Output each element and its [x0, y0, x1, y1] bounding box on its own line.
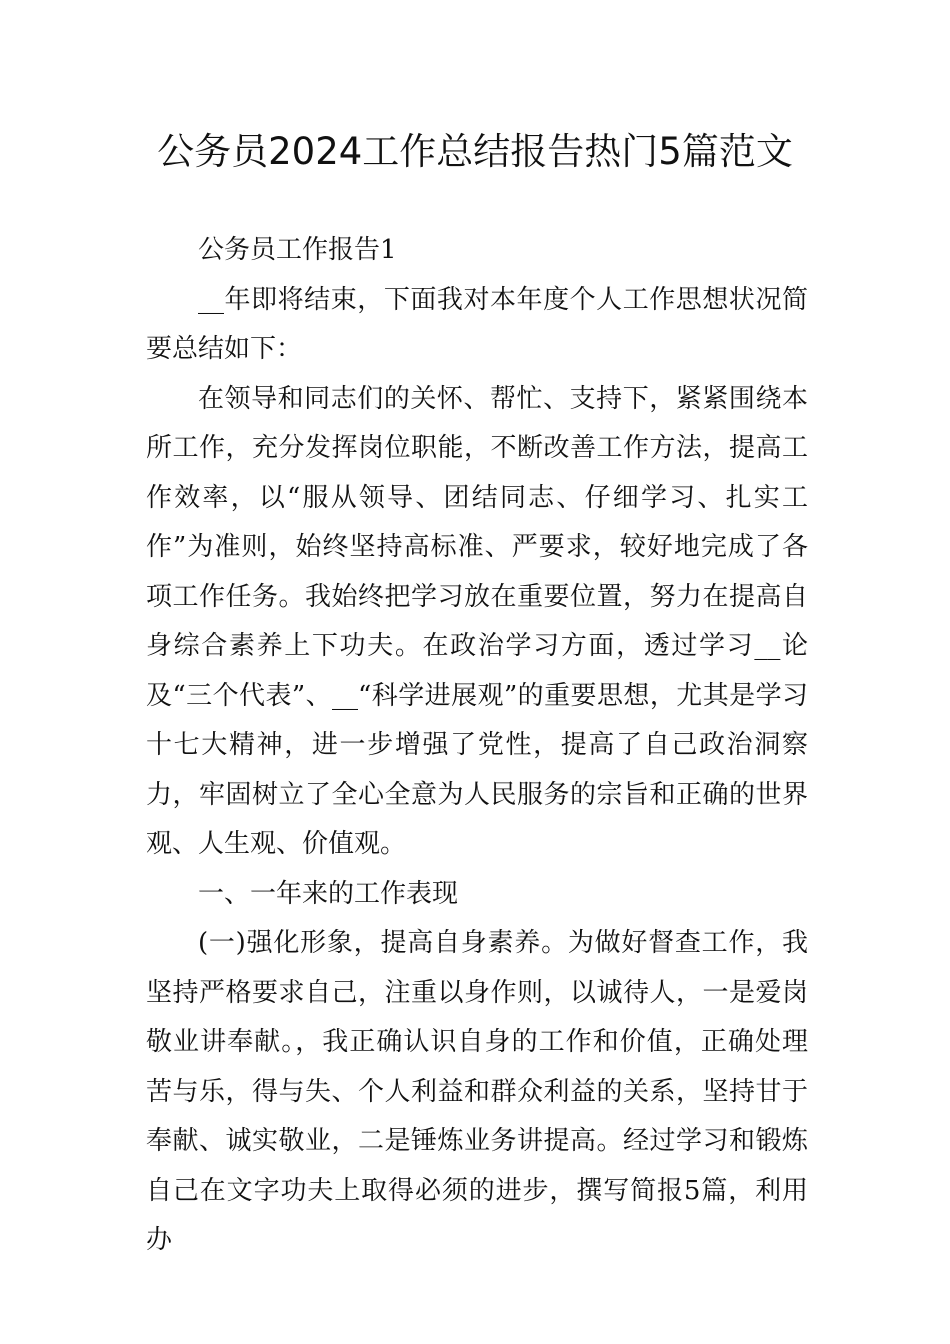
document-body	[146, 226, 808, 1266]
document-title: 公务员2024工作总结报告热门5篇范文	[157, 130, 793, 173]
intro-paragraph: __年即将结束，下面我对本年度个人工作思想状况简要总结如下：	[146, 284, 808, 364]
body-paragraph: (一)强化形象，提高自身素养。为做好督查工作，我坚持严格要求自己，注重以身作则，以诚待人，一是爱岗敬业讲奉献。，我正确认识自身的工作和价值，正确处理苦与乐，得与失、个人利益和群众利益的关系，坚持甘于奉献、诚实敬业，二是锤炼业务讲提高。经过学习和锻炼自己在文字功夫上取得必须的进步，撰写简报5篇，利用办	[146, 928, 808, 1255]
section-heading-work-performance: 一、一年来的工作表现	[198, 878, 459, 909]
body-paragraph: 在领导和同志们的关怀、帮忙、支持下，紧紧围绕本所工作，充分发挥岗位职能，不断改善工作方法，提高工作效率，以“服从领导、团结同志、仔细学习、扎实工作”为准则，始终坚持高标准、严要求，较好地完成了各项工作任务。我始终把学习放在重要位置，努力在提高自身综合素养上下功夫。在政治学习方面，透过学习__论及“三个代表”、__“科学进展观”的重要思想，尤其是学习十七大精神，进一步增强了党性，提高了自己政治洞察力，牢固树立了全心全意为人民服务的宗旨和正确的世界观、人生观、价值观。	[146, 383, 808, 859]
section-heading-report-1: 公务员工作报告1	[198, 235, 397, 265]
